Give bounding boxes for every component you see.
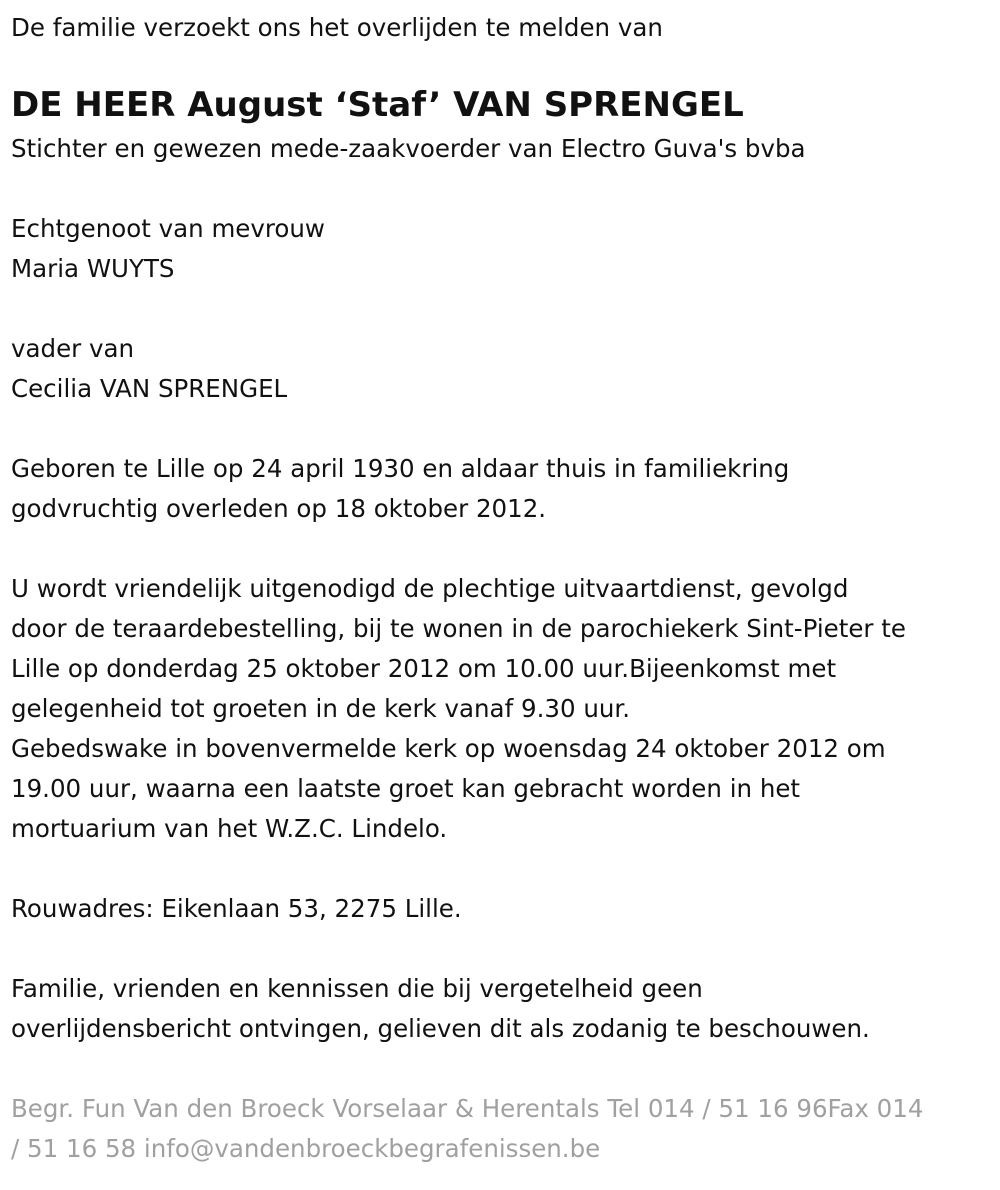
child-name: Cecilia VAN SPRENGEL bbox=[11, 374, 288, 403]
spacer bbox=[11, 849, 996, 889]
spacer bbox=[11, 529, 996, 569]
funeral-home-footer-line: Begr. Fun Van den Broeck Vorselaar & Herentals Tel 014 / 51 16 96Fax 014 bbox=[11, 1094, 924, 1123]
spacer bbox=[11, 929, 996, 969]
funeral-home-footer-line: / 51 16 58 info@vandenbroeckbegrafenissen.be bbox=[11, 1134, 601, 1163]
funeral-line: 19.00 uur, waarna een laatste groet kan gebracht worden in het bbox=[11, 774, 801, 803]
deceased-subtitle: Stichter en gewezen mede-zaakvoerder van Electro Guva's bvba bbox=[11, 134, 806, 163]
funeral-line: Gebedswake in bovenvermelde kerk op woensdag 24 oktober 2012 om bbox=[11, 734, 886, 763]
deceased-name: DE HEER August ‘Staf’ VAN SPRENGEL bbox=[11, 85, 744, 125]
funeral-line: mortuarium van het W.Z.C. Lindelo. bbox=[11, 814, 448, 843]
funeral-line: gelegenheid tot groeten in de kerk vanaf 9.30 uur. bbox=[11, 694, 630, 723]
spacer bbox=[11, 409, 996, 449]
birth-death-line: Geboren te Lille op 24 april 1930 en aldaar thuis in familiekring bbox=[11, 454, 790, 483]
spouse-label: Echtgenoot van mevrouw bbox=[11, 214, 325, 243]
spouse-name: Maria WUYTS bbox=[11, 254, 175, 283]
closing-line: Familie, vrienden en kennissen die bij vergetelheid geen bbox=[11, 974, 703, 1003]
funeral-line: door de teraardebestelling, bij te wonen in de parochiekerk Sint-Pieter te bbox=[11, 614, 906, 643]
intro-text: De familie verzoekt ons het overlijden te melden van bbox=[11, 13, 663, 42]
mourning-address: Rouwadres: Eikenlaan 53, 2275 Lille. bbox=[11, 894, 462, 923]
spacer bbox=[11, 169, 996, 209]
closing-line: overlijdensbericht ontvingen, gelieven dit als zodanig te beschouwen. bbox=[11, 1014, 870, 1043]
funeral-line: U wordt vriendelijk uitgenodigd de plechtige uitvaartdienst, gevolgd bbox=[11, 574, 849, 603]
funeral-line: Lille op donderdag 25 oktober 2012 om 10.00 uur.Bijeenkomst met bbox=[11, 654, 837, 683]
spacer bbox=[11, 289, 996, 329]
obituary-notice bbox=[11, 8, 996, 1169]
birth-death-line: godvruchtig overleden op 18 oktober 2012. bbox=[11, 494, 547, 523]
spacer bbox=[11, 1049, 996, 1089]
child-label: vader van bbox=[11, 334, 135, 363]
